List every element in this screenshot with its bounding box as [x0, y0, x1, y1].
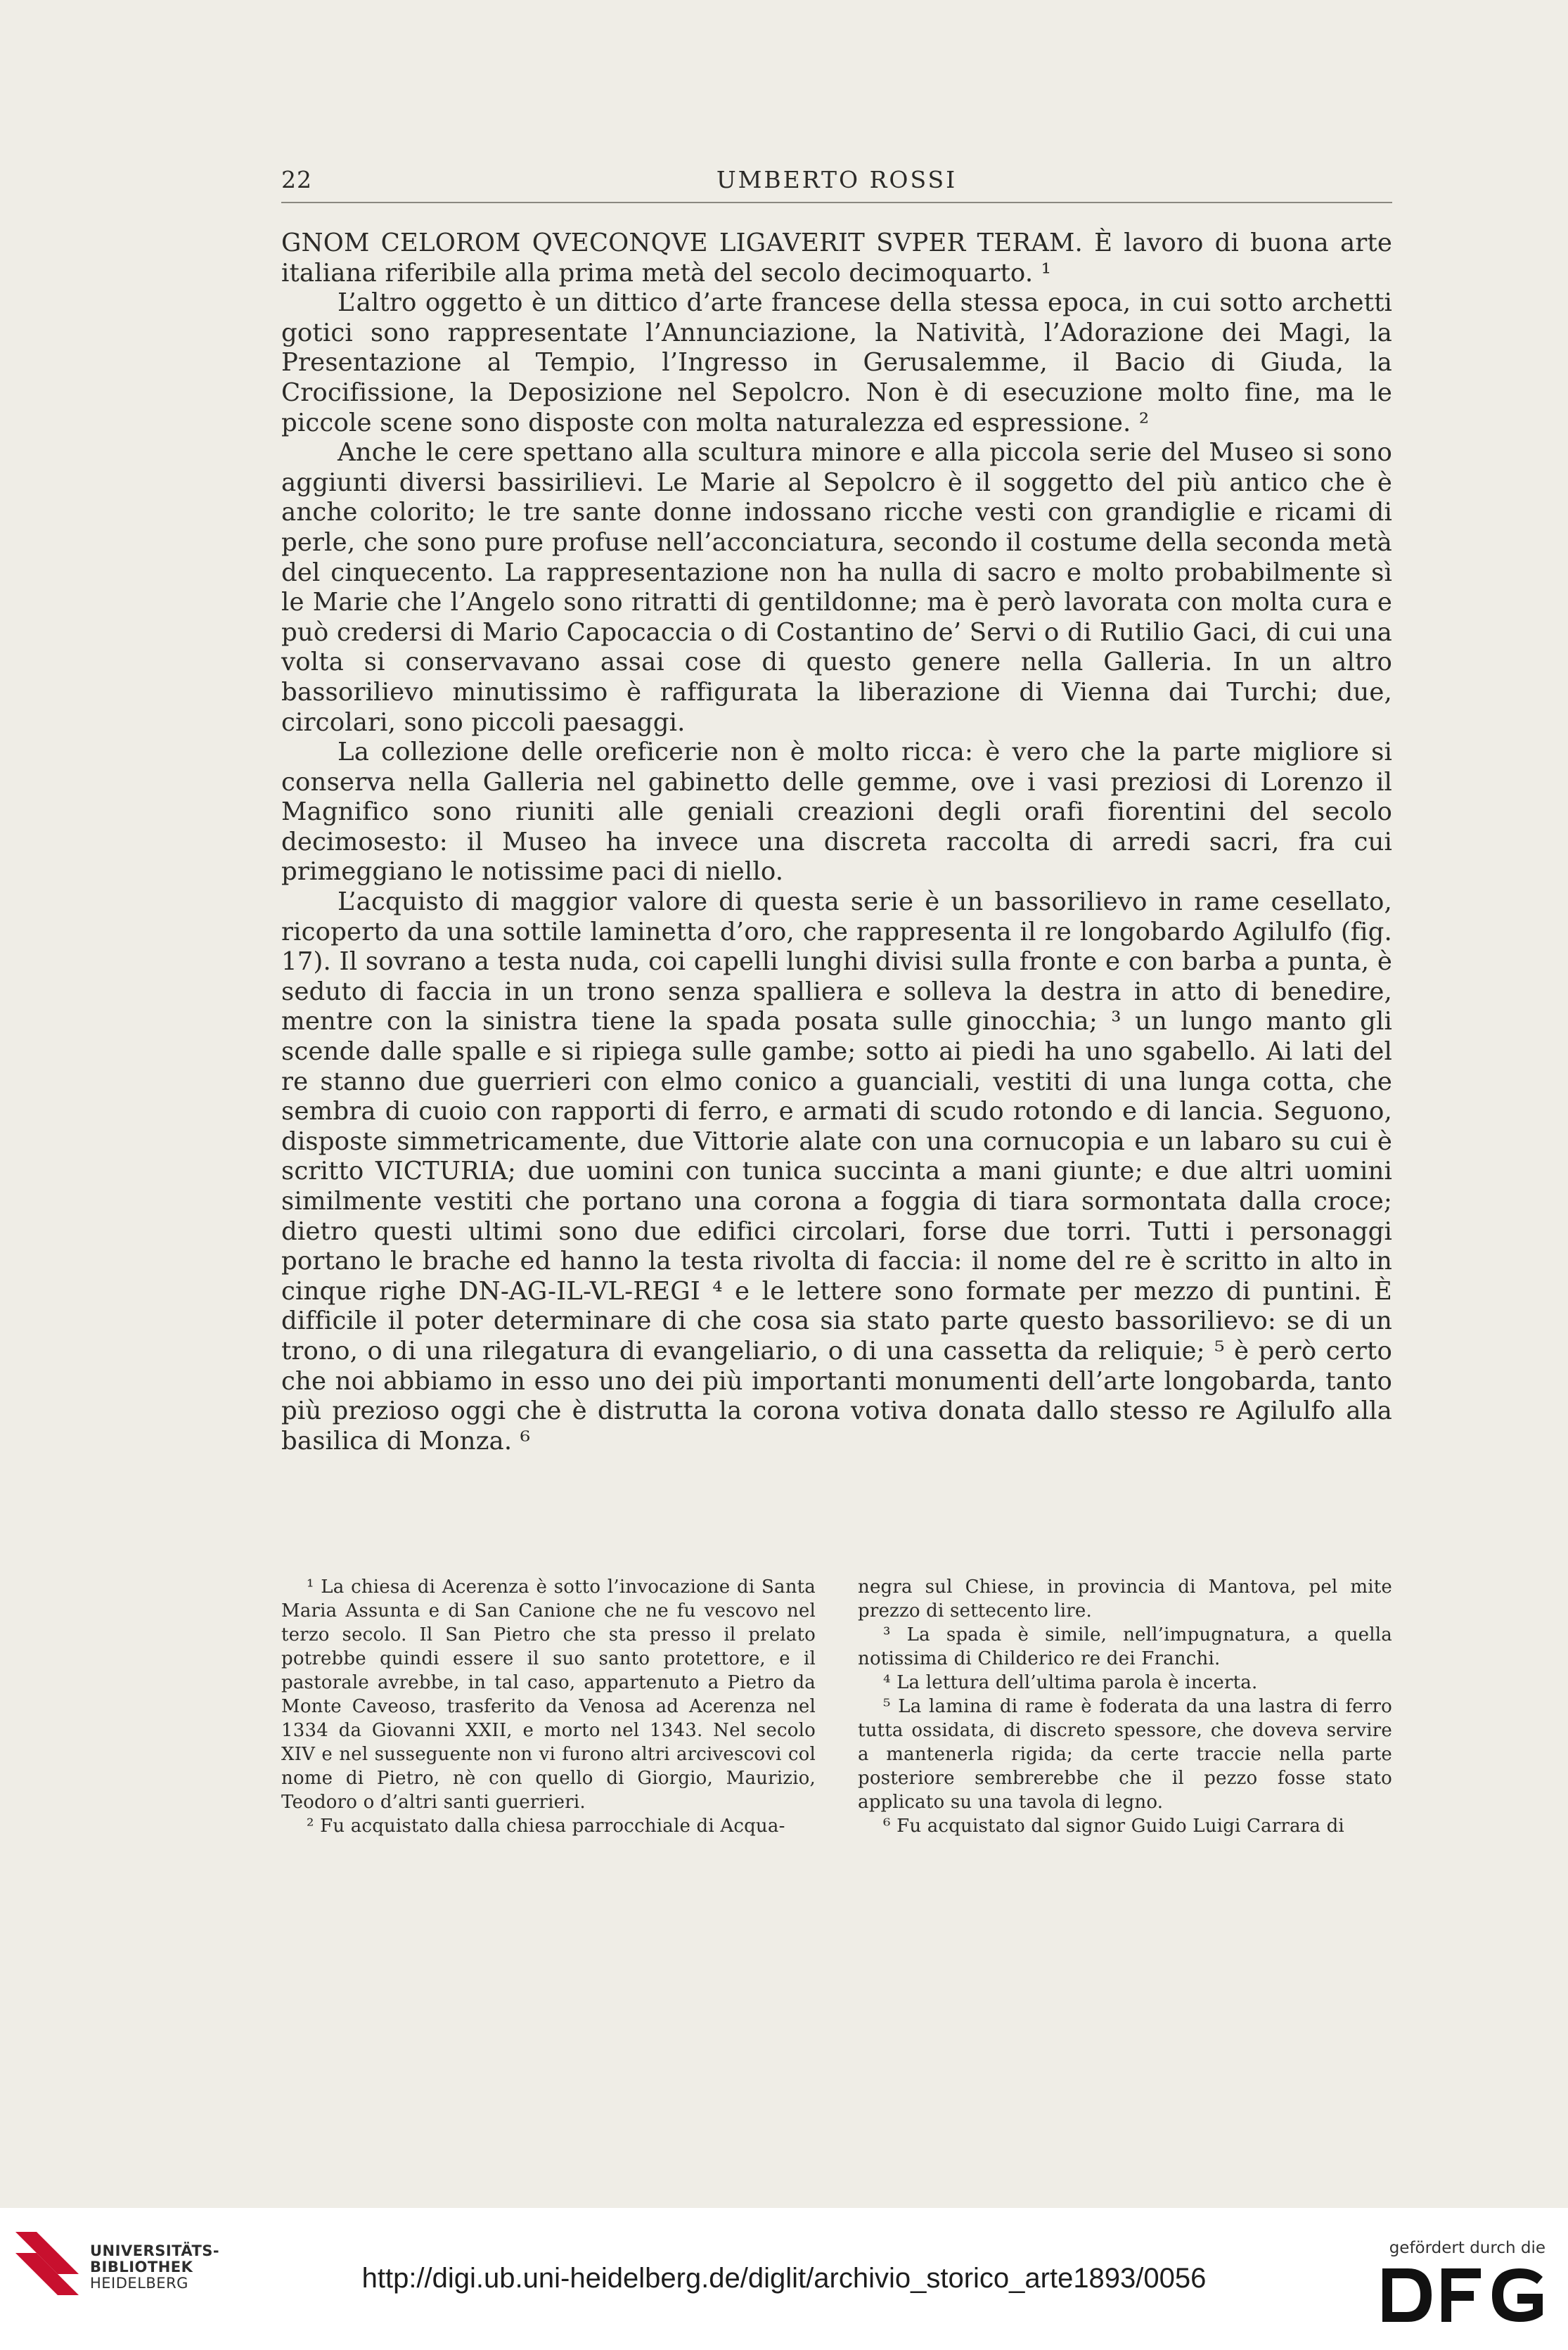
- footnotes-left-column: [281, 1575, 816, 1838]
- page-number: 22: [281, 166, 312, 193]
- paragraph: GNOM CELOROM QVECONQVE LIGAVERIT SVPER TERAM. È lavoro di buona arte italiana riferibile alla prima metà del secolo decimoquarto. ¹: [281, 229, 1392, 288]
- footnote: negra sul Chiese, in provincia di Mantova, pel mite prezzo di settecento lire.: [858, 1577, 1392, 1622]
- running-header: [281, 166, 1392, 201]
- library-line: HEIDELBERG: [90, 2275, 188, 2292]
- dfg-logo-icon: [1382, 2266, 1544, 2325]
- body-text: [281, 229, 1392, 1456]
- footnote: ² Fu acquistato dalla chiesa parrocchiale di Acqua-: [307, 1816, 785, 1837]
- footnote: ⁴ La lettura dell’ultima parola è incerta.: [883, 1672, 1258, 1693]
- footnote: ³ La spada è simile, nell’impugnatura, a quella notissima di Childerico re dei Franchi.: [858, 1624, 1392, 1669]
- library-line: BIBLIOTHEK: [90, 2259, 193, 2275]
- header-rule: [281, 202, 1392, 203]
- permalink-url[interactable]: http://digi.ub.uni-heidelberg.de/diglit/archivio_storico_arte1893/0056: [361, 2263, 1207, 2294]
- digitization-footer: [0, 2208, 1568, 2350]
- funding-label: gefördert durch die: [1389, 2239, 1545, 2257]
- footnote: ⁵ La lamina di rame è foderata da una lastra di ferro tutta ossidata, di discreto spessore, che doveva servire a mantenerla rigida; da certe traccie nella parte posteriore sembrerebbe che il pezzo fosse stato applicato su una tavola di legno.: [858, 1696, 1392, 1813]
- paragraph: L’acquisto di maggior valore di questa serie è un bassorilievo in rame cesellato, ricoperto da una sottile laminetta d’oro, che rappresenta il re longobardo Agilulfo (fig. 17). Il sovrano a testa nuda, coi capelli lunghi divisi sulla fronte e con barba a punta, è seduto di faccia in un trono senza spalliera e solleva la destra in atto di benedire, mentre con la sinistra tiene la spada posata sulle ginocchia; ³ un lungo manto gli scende dalle spalle e si ripiega sulle gambe; sotto ai piedi ha uno sgabello. Ai lati del re stanno due guerrieri con elmo conico a guanciali, vestiti di una lunga cotta, che sembra di cuoio con rapporti di ferro, e armati di scudo rotondo e di lancia. Seguono, disposte simmetricamente, due Vittorie alate con una cornucopia e un labaro su cui è scritto VICTURIA; due uomini con tunica succinta a mani giunte; e due altri uomini similmente vestiti che portano una corona a foggia di tiara sormontata dalla croce; dietro questi ultimi sono due edifici circolari, forse due torri. Tutti i personaggi portano le brache ed hanno la testa rivolta di faccia: il nome del re è scritto in alto in cinque righe DN-AG-IL-VL-REGI ⁴ e le lettere sono formate per mezzo di puntini. È difficile il poter determinare di che cosa sia stato parte questo bassorilievo: se di un trono, o di una rilegatura di evangeliario, o di una cassetta da reliquie; ⁵ è però certo che noi abbiamo in esso uno dei più importanti monumenti dell’arte longobarda, tanto più prezioso oggi che è distrutta la corona votiva donata dallo stesso re Agilulfo alla basilica di Monza. ⁶: [281, 887, 1392, 1456]
- paragraph: La collezione delle oreficerie non è molto ricca: è vero che la parte migliore si conserva nella Galleria nel gabinetto delle gemme, ove i vasi preziosi di Lorenzo il Magnifico sono riuniti alle geniali creazioni degli orafi fiorentini del secolo decimosesto: il Museo ha invece una discreta raccolta di arredi sacri, fra cui primeggiano le notissime paci di niello.: [281, 738, 1392, 887]
- footnote: ¹ La chiesa di Acerenza è sotto l’invocazione di Santa Maria Assunta e di San Canione che ne fu vescovo nel terzo secolo. Il San Pietro che sta presso il prelato potrebbe quindi essere il suo santo protettore, e il pastorale avrebbe, in tal caso, appartenuto a Pietro da Monte Caveoso, trasferito da Venosa ad Acerenza nel 1334 da Giovanni XXII, e morto nel 1343. Nel secolo XIV e nel susseguente non vi furono altri arcivescovi col nome di Pietro, nè con quello di Giorgio, Maurizio, Teodoro o d’altri santi guerrieri.: [281, 1577, 816, 1813]
- footnotes-right-column: [858, 1575, 1392, 1838]
- library-line: UNIVERSITÄTS-: [90, 2242, 220, 2259]
- paragraph: Anche le cere spettano alla scultura minore e alla piccola serie del Museo si sono aggiunti diversi bassirilievi. Le Marie al Sepolcro è il soggetto del più antico che è anche colorito; le tre sante donne indossano ricche vesti con grandiglie e ricami di perle, che sono pure profuse nell’acconciatura, secondo il costume della seconda metà del cinquecento. La rappresentazione non ha nulla di sacro e molto probabilmente sì le Marie che l’Angelo sono ritratti di gentildonne; ma è però lavorata con molta cura e può credersi di Mario Capocaccia o di Costantino de’ Servi o di Rutilio Gaci, di cui una volta si conservavano assai cose di questo genere nella Galleria. In un altro bassorilievo minutissimo è raffigurata la liberazione di Vienna dai Turchi; due, circolari, sono piccoli paesaggi.: [281, 438, 1392, 737]
- paragraph: L’altro oggetto è un dittico d’arte francese della stessa epoca, in cui sotto archetti gotici sono rappresentate l’Annunciazione, la Natività, l’Adorazione dei Magi, la Presentazione al Tempio, l’Ingresso in Gerusalemme, il Bacio di Giuda, la Crocifissione, la Deposizione nel Sepolcro. Non è di esecuzione molto fine, ma le piccole scene sono disposte con molta naturalezza ed espressione. ²: [281, 288, 1392, 437]
- footnote: ⁶ Fu acquistato dal signor Guido Luigi Carrara di: [883, 1816, 1344, 1837]
- footnotes: [281, 1575, 1392, 1838]
- running-head-author: UMBERTO ROSSI: [716, 166, 958, 193]
